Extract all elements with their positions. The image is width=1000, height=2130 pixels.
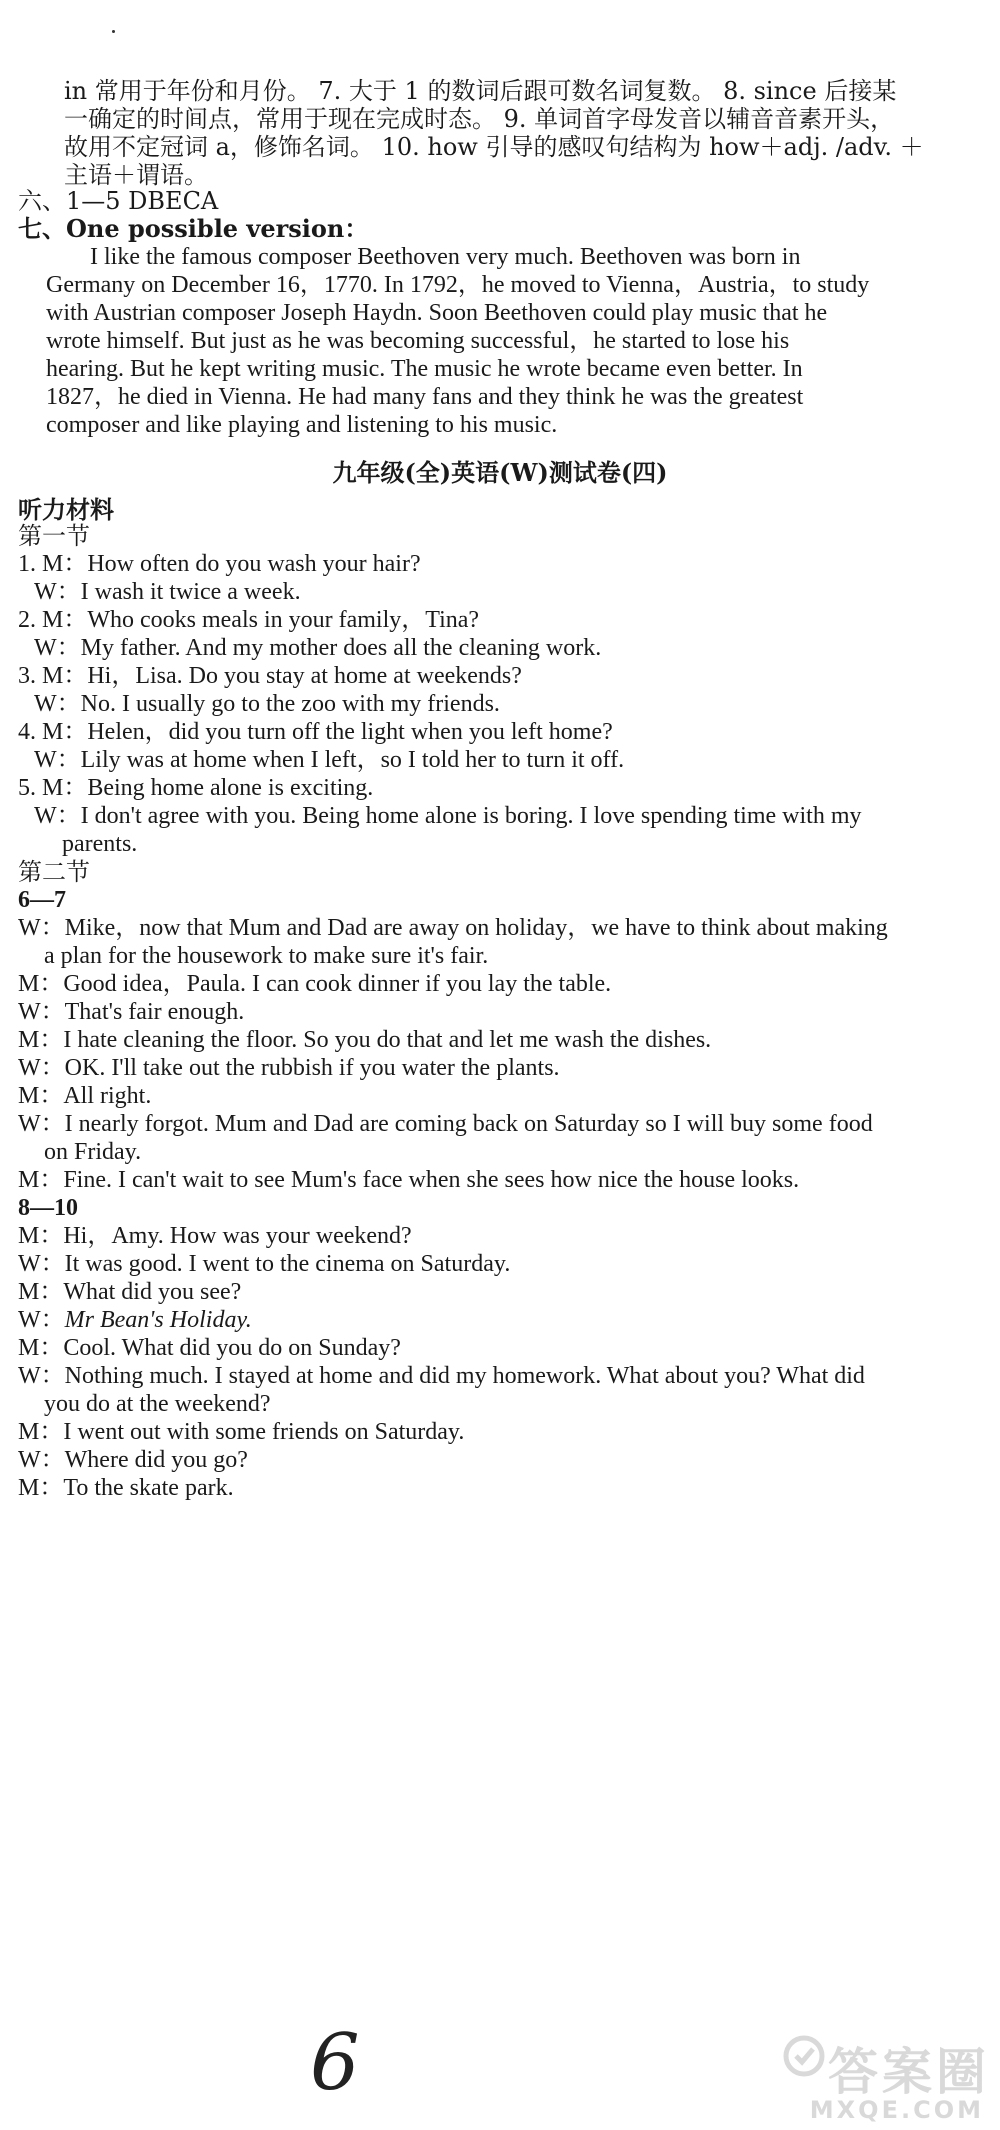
essay-line-5: hearing. But he kept writing music. The music he wrote became even better. In xyxy=(46,356,803,382)
watermark xyxy=(739,2030,994,2126)
group-label-6-7: 6—7 xyxy=(18,887,66,913)
dialogue-line xyxy=(18,1305,252,1335)
dialogue-line: M：Cool. What did you do on Sunday? xyxy=(18,1335,401,1361)
dialogue-line: M：Fine. I can't wait to see Mum's face when she sees how nice the house looks. xyxy=(18,1167,800,1193)
dialogue-line: W：Lily was at home when I left，so I told her to turn it off. xyxy=(34,747,625,773)
dialogue-line: 5. M：Being home alone is exciting. xyxy=(18,775,374,801)
dialogue-line: M：Hi，Amy. How was your weekend? xyxy=(18,1223,412,1249)
essay-line-7: composer and like playing and listening to his music. xyxy=(46,412,558,438)
essay-line-2: Germany on December 16，1770. In 1792，he moved to Vienna，Austria，to study xyxy=(46,272,870,298)
listening-heading: 听力材料 xyxy=(18,495,114,524)
dialogue-line: W：OK. I'll take out the rubbish if you water the plants. xyxy=(18,1055,560,1081)
dialogue-line: M：I went out with some friends on Saturday. xyxy=(18,1419,465,1445)
essay-line-6: 1827，he died in Vienna. He had many fans and they think he was the greatest xyxy=(46,384,804,410)
section-two-heading: 第二节 xyxy=(18,858,90,886)
dialogue-line: W：I nearly forgot. Mum and Dad are coming back on Saturday so I will buy some food xyxy=(18,1111,873,1137)
dialogue-line: M：To the skate park. xyxy=(18,1475,234,1501)
essay-line-4: wrote himself. But just as he was becoming successful，he started to lose his xyxy=(46,328,790,354)
dialogue-line: parents. xyxy=(62,831,138,857)
explanation-line-1: in 常用于年份和月份。 7. 大于 1 的数词后跟可数名词复数。 8. since 后接某 xyxy=(64,77,897,105)
dialogue-line: on Friday. xyxy=(44,1139,142,1165)
handwritten-page-number: 6 xyxy=(310,2018,360,2108)
dialogue-line: W：Nothing much. I stayed at home and did my homework. What about you? What did xyxy=(18,1363,865,1389)
part-seven-label: 七、One possible version： xyxy=(18,214,369,243)
dialogue-line: 2. M：Who cooks meals in your family，Tina? xyxy=(18,607,480,633)
watermark-url: MXQE.COM xyxy=(809,2096,984,2124)
dialogue-line: W：Mike，now that Mum and Dad are away on holiday，we have to think about making xyxy=(18,915,888,941)
dialogue-line: 1. M：How often do you wash your hair? xyxy=(18,551,421,577)
dialogue-line: W：My father. And my mother does all the cleaning work. xyxy=(34,635,602,661)
dialogue-line: M：What did you see? xyxy=(18,1279,242,1305)
explanation-line-3: 故用不定冠词 a，修饰名词。 10. how 引导的感叹句结构为 how＋adj. /adv. ＋ xyxy=(64,133,924,161)
dialogue-line: W：No. I usually go to the zoo with my friends. xyxy=(34,691,500,717)
group-label-8-10: 8—10 xyxy=(18,1195,78,1221)
dialogue-line: 4. M：Helen，did you turn off the light when you left home? xyxy=(18,719,613,745)
stray-dot xyxy=(112,30,115,33)
speaker-label: W： xyxy=(18,1307,65,1333)
watermark-logo-icon xyxy=(782,2034,826,2078)
explanation-line-2: 一确定的时间点，常用于现在完成时态。 9. 单词首字母发音以辅音音素开头， xyxy=(64,105,895,133)
dialogue-line: W：That's fair enough. xyxy=(18,999,245,1025)
dialogue-line: W：It was good. I went to the cinema on Saturday. xyxy=(18,1251,511,1277)
dialogue-line: you do at the weekend? xyxy=(44,1391,271,1417)
dialogue-line: W：I wash it twice a week. xyxy=(34,579,301,605)
dialogue-line: a plan for the housework to make sure it's fair. xyxy=(44,943,489,969)
section-one-heading: 第一节 xyxy=(18,522,90,550)
essay-line-3: with Austrian composer Joseph Haydn. Soon Beethoven could play music that he xyxy=(46,300,828,326)
dialogue-line: W：Where did you go? xyxy=(18,1447,248,1473)
test-title: 九年级(全)英语(W)测试卷(四) xyxy=(332,458,668,487)
part-six-answers: 六、1—5 DBECA xyxy=(18,187,219,215)
dialogue-line: M：All right. xyxy=(18,1083,152,1109)
explanation-line-4: 主语＋谓语。 xyxy=(64,161,208,189)
dialogue-line: 3. M：Hi，Lisa. Do you stay at home at weekends? xyxy=(18,663,522,689)
dialogue-line: W：I don't agree with you. Being home alone is boring. I love spending time with my xyxy=(34,803,862,829)
movie-title: Mr Bean's Holiday. xyxy=(64,1307,252,1333)
watermark-text: 答案圈 xyxy=(828,2043,990,2101)
dialogue-line: M：Good idea，Paula. I can cook dinner if you lay the table. xyxy=(18,971,612,997)
dialogue-line: M：I hate cleaning the floor. So you do that and let me wash the dishes. xyxy=(18,1027,712,1053)
essay-line-1: I like the famous composer Beethoven very much. Beethoven was born in xyxy=(90,244,801,270)
